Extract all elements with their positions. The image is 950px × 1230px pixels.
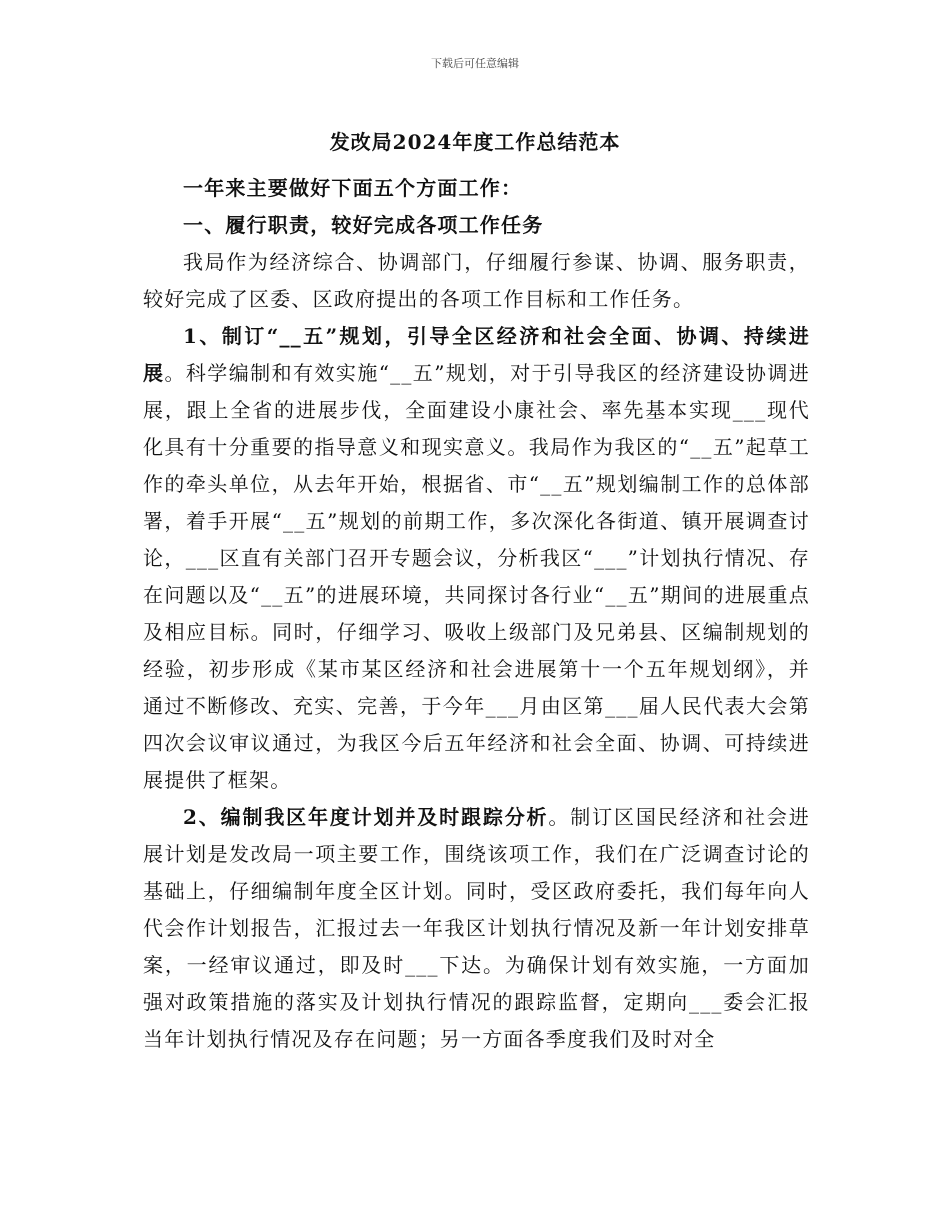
- section-heading-1: 一、履行职责，较好完成各项工作任务: [183, 213, 544, 237]
- item-2-text: 。制订区国民经济和社会进展计划是发改局一项主要工作，围绕该项工作，我们在广泛调查讨论的基础上，仔细编制年度全区计划。同时，受区政府委托，我们每年向人代会作计划报告，汇报过去一年我区计划执行情况及新一年计划安排草案，一经审议通过，即及时___下达。为确保计划有效实施，一方面加强对政策措施的落实及计划执行情况的跟踪监督，定期向___委会汇报当年计划执行情况及存在问题；另一方面各季度我们及时对全: [143, 805, 810, 1051]
- item-1-paragraph: [143, 318, 810, 799]
- document-body: [143, 170, 810, 1058]
- item-2-lead: 2、编制我区年度计划并及时跟踪分析: [183, 805, 549, 829]
- page-header-note: 下载后可任意编辑: [431, 57, 519, 70]
- paragraph-1: 我局作为经济综合、协调部门，仔细履行参谋、协调、服务职责，较好完成了区委、区政府提出的各项工作目标和工作任务。: [143, 250, 810, 311]
- section-intro-heading: 一年来主要做好下面五个方面工作：: [183, 176, 523, 200]
- item-1-lead: 1、制订“__五”规划，引导全区经济和社会全面、协调、持续进展: [143, 324, 810, 385]
- item-1-text: 。科学编制和有效实施“__五”规划，对于引导我区的经济建设协调进展，跟上全省的进展步伐，全面建设小康社会、率先基本实现___现代化具有十分重要的指导意义和现实意义。我局作为我区的“__五”起草工作的牵头单位，从去年开始，根据省、市“__五”规划编制工作的总体部署，着手开展“__五”规划的前期工作，多次深化各街道、镇开展调查讨论，___区直有关部门召开专题会议，分析我区“___”计划执行情况、存在问题以及“__五”的进展环境，共同探讨各行业“__五”期间的进展重点及相应目标。同时，仔细学习、吸收上级部门及兄弟县、区编制规划的经验，初步形成《某市某区经济和社会进展第十一个五年规划纲》，并通过不断修改、充实、完善，于今年___月由区第___届人民代表大会第四次会议审议通过，为我区今后五年经济和社会全面、协调、可持续进展提供了框架。: [143, 361, 810, 792]
- item-2-paragraph: [143, 799, 810, 1058]
- document-title: 发改局2024年度工作总结范本: [329, 130, 621, 154]
